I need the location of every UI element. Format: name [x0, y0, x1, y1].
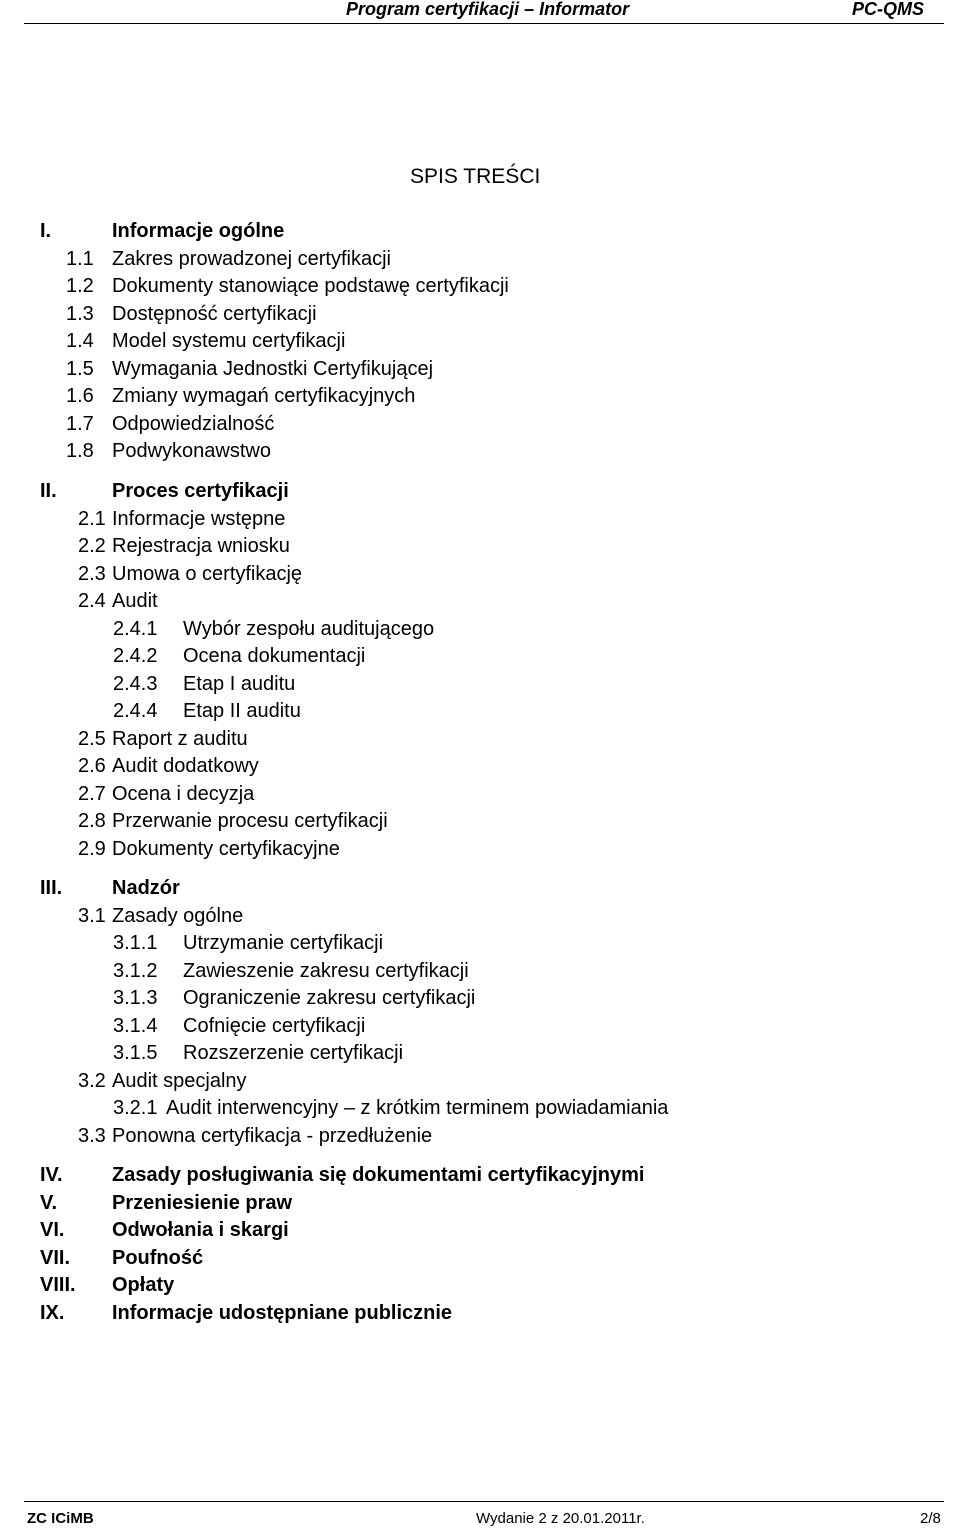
toc-entry — [0, 1096, 940, 1120]
toc-entry-number: 3.3 — [78, 1125, 106, 1147]
toc-entry — [0, 1069, 940, 1093]
toc-entry — [0, 507, 940, 531]
toc-entry-number: 1.8 — [66, 440, 94, 462]
toc-entry-label: Ocena i decyzja — [112, 783, 255, 805]
toc-entry-number: 2.3 — [78, 563, 106, 585]
toc-entry-label: Przeniesienie praw — [112, 1192, 293, 1214]
toc-entry-number: IX. — [40, 1302, 65, 1324]
toc-entry-number: 2.8 — [78, 810, 106, 832]
document-code: PC-QMS — [852, 0, 924, 19]
toc-entry — [0, 247, 940, 271]
toc-entry-number: 2.1 — [78, 508, 106, 530]
toc-entry-number: 3.1 — [78, 905, 106, 927]
header-divider — [24, 23, 944, 24]
toc-entry-number: 2.4.4 — [113, 700, 158, 722]
toc-entry-label: Zakres prowadzonej certyfikacji — [112, 248, 391, 270]
toc-entry-label: Wymagania Jednostki Certyfikującej — [112, 358, 434, 380]
toc-entry — [0, 274, 940, 298]
toc-entry-label: Wybór zespołu auditującego — [183, 618, 435, 640]
toc-entry-label: Rejestracja wniosku — [112, 535, 290, 557]
toc-entry — [0, 562, 940, 586]
toc-entry-label: Rozszerzenie certyfikacji — [183, 1042, 404, 1064]
toc-entry-number: I. — [40, 220, 52, 242]
toc-entry — [0, 699, 940, 723]
toc-entry-label: Poufność — [112, 1247, 204, 1269]
toc-entry-label: Ocena dokumentacji — [183, 645, 366, 667]
toc-entry-label: Odwołania i skargi — [112, 1219, 289, 1241]
toc-entry-label: Zasady ogólne — [112, 905, 244, 927]
toc-entry-label: Etap II auditu — [183, 700, 301, 722]
toc-entry — [0, 959, 940, 983]
toc-entry — [0, 931, 940, 955]
toc-entry-label: Dokumenty certyfikacyjne — [112, 838, 340, 860]
toc-entry-number: II. — [40, 480, 57, 502]
toc-entry-label: Etap I auditu — [183, 673, 296, 695]
toc-entry-number: 3.1.3 — [113, 987, 158, 1009]
toc-entry-label: Audit interwencyjny – z krótkim terminem powiadamiania — [166, 1097, 669, 1119]
toc-entry — [0, 439, 940, 463]
toc-entry-number: 1.5 — [66, 358, 94, 380]
footer-edition: Wydanie 2 z 20.01.2011r. — [476, 1510, 645, 1527]
toc-entry — [0, 1218, 940, 1242]
footer-divider — [24, 1501, 944, 1502]
toc-entry-number: 3.2.1 — [113, 1097, 158, 1119]
toc-entry-number: 2.2 — [78, 535, 106, 557]
toc-entry-number: 2.7 — [78, 783, 106, 805]
toc-entry — [0, 904, 940, 928]
toc-entry — [0, 1163, 940, 1187]
toc-entry-number: 3.1.4 — [113, 1015, 158, 1037]
toc-entry-label: Informacje wstępne — [112, 508, 286, 530]
toc-entry — [0, 617, 940, 641]
toc-entry-label: Podwykonawstwo — [112, 440, 271, 462]
toc-entry-number: VIII. — [40, 1274, 76, 1296]
toc-entry-label: Zawieszenie zakresu certyfikacji — [183, 960, 469, 982]
toc-entry-number: 3.1.5 — [113, 1042, 158, 1064]
toc-entry — [0, 986, 940, 1010]
toc-entry-number: IV. — [40, 1164, 63, 1186]
toc-entry — [0, 1124, 940, 1148]
toc-entry-label: Audit specjalny — [112, 1070, 247, 1092]
toc-entry — [0, 302, 940, 326]
toc-entry-label: Dostępność certyfikacji — [112, 303, 317, 325]
toc-entry-number: 1.3 — [66, 303, 94, 325]
toc-entry — [0, 837, 940, 861]
toc-entry — [0, 727, 940, 751]
toc-entry — [0, 329, 940, 353]
footer-page-number: 2/8 — [920, 1510, 941, 1527]
toc-entry — [0, 1041, 940, 1065]
toc-entry-number: 1.2 — [66, 275, 94, 297]
toc-entry-label: Nadzór — [112, 877, 180, 899]
toc-entry-label: Odpowiedzialność — [112, 413, 275, 435]
toc-entry-label: Utrzymanie certyfikacji — [183, 932, 384, 954]
toc-entry-label: Ponowna certyfikacja - przedłużenie — [112, 1125, 433, 1147]
toc-entry — [0, 412, 940, 436]
toc-entry-number: VI. — [40, 1219, 65, 1241]
toc-entry-number: 1.6 — [66, 385, 94, 407]
toc-entry-number: 2.4.3 — [113, 673, 158, 695]
toc-entry — [0, 219, 940, 243]
toc-entry — [0, 479, 940, 503]
toc-entry-label: Raport z auditu — [112, 728, 248, 750]
toc-entry — [0, 589, 940, 613]
toc-entry-label: Proces certyfikacji — [112, 480, 289, 502]
toc-entry-label: Audit dodatkowy — [112, 755, 259, 777]
toc-entry — [0, 809, 940, 833]
toc-entry-label: Dokumenty stanowiące podstawę certyfikacji — [112, 275, 509, 297]
toc-entry-number: 2.4 — [78, 590, 106, 612]
toc-entry — [0, 644, 940, 668]
toc-entry-label: Informacje ogólne — [112, 220, 285, 242]
toc-entry-label: Umowa o certyfikację — [112, 563, 303, 585]
toc-entry — [0, 1246, 940, 1270]
toc-entry-number: 2.9 — [78, 838, 106, 860]
toc-entry — [0, 1301, 940, 1325]
document-title: Program certyfikacji – Informator — [346, 0, 630, 19]
toc-entry-label: Cofnięcie certyfikacji — [183, 1015, 366, 1037]
toc-entry — [0, 876, 940, 900]
toc-entry-number: 2.5 — [78, 728, 106, 750]
toc-entry-number: 3.1.1 — [113, 932, 158, 954]
page-header — [0, 0, 960, 26]
toc-entry-number: VII. — [40, 1247, 71, 1269]
toc-entry — [0, 357, 940, 381]
toc-entry — [0, 782, 940, 806]
toc-entry — [0, 384, 940, 408]
toc-entry — [0, 754, 940, 778]
toc-entry-label: Zasady posługiwania się dokumentami certyfikacyjnymi — [112, 1164, 645, 1186]
toc-entry-label: Model systemu certyfikacji — [112, 330, 346, 352]
toc-heading: SPIS TREŚCI — [410, 165, 541, 188]
toc-entry-number: 1.4 — [66, 330, 94, 352]
toc-entry — [0, 1191, 940, 1215]
toc-entry — [0, 1014, 940, 1038]
footer-organization: ZC ICiMB — [27, 1510, 94, 1527]
toc-entry-number: 2.6 — [78, 755, 106, 777]
toc-entry-number: 2.4.2 — [113, 645, 158, 667]
toc-entry-label: Audit — [112, 590, 158, 612]
toc-entry-number: 1.7 — [66, 413, 94, 435]
toc-entry-label: Informacje udostępniane publicznie — [112, 1302, 453, 1324]
toc-entry-number: 2.4.1 — [113, 618, 158, 640]
toc-entry — [0, 534, 940, 558]
toc-entry — [0, 672, 940, 696]
toc-entry-label: Ograniczenie zakresu certyfikacji — [183, 987, 476, 1009]
toc-entry-number: V. — [40, 1192, 58, 1214]
toc-entry-label: Zmiany wymagań certyfikacyjnych — [112, 385, 416, 407]
toc-entry-number: 1.1 — [66, 248, 94, 270]
toc-entry-number: 3.1.2 — [113, 960, 158, 982]
toc-entry-number: 3.2 — [78, 1070, 106, 1092]
toc-entry-number: III. — [40, 877, 63, 899]
toc-entry-label: Opłaty — [112, 1274, 175, 1296]
toc-entry — [0, 1273, 940, 1297]
toc-entry-label: Przerwanie procesu certyfikacji — [112, 810, 388, 832]
